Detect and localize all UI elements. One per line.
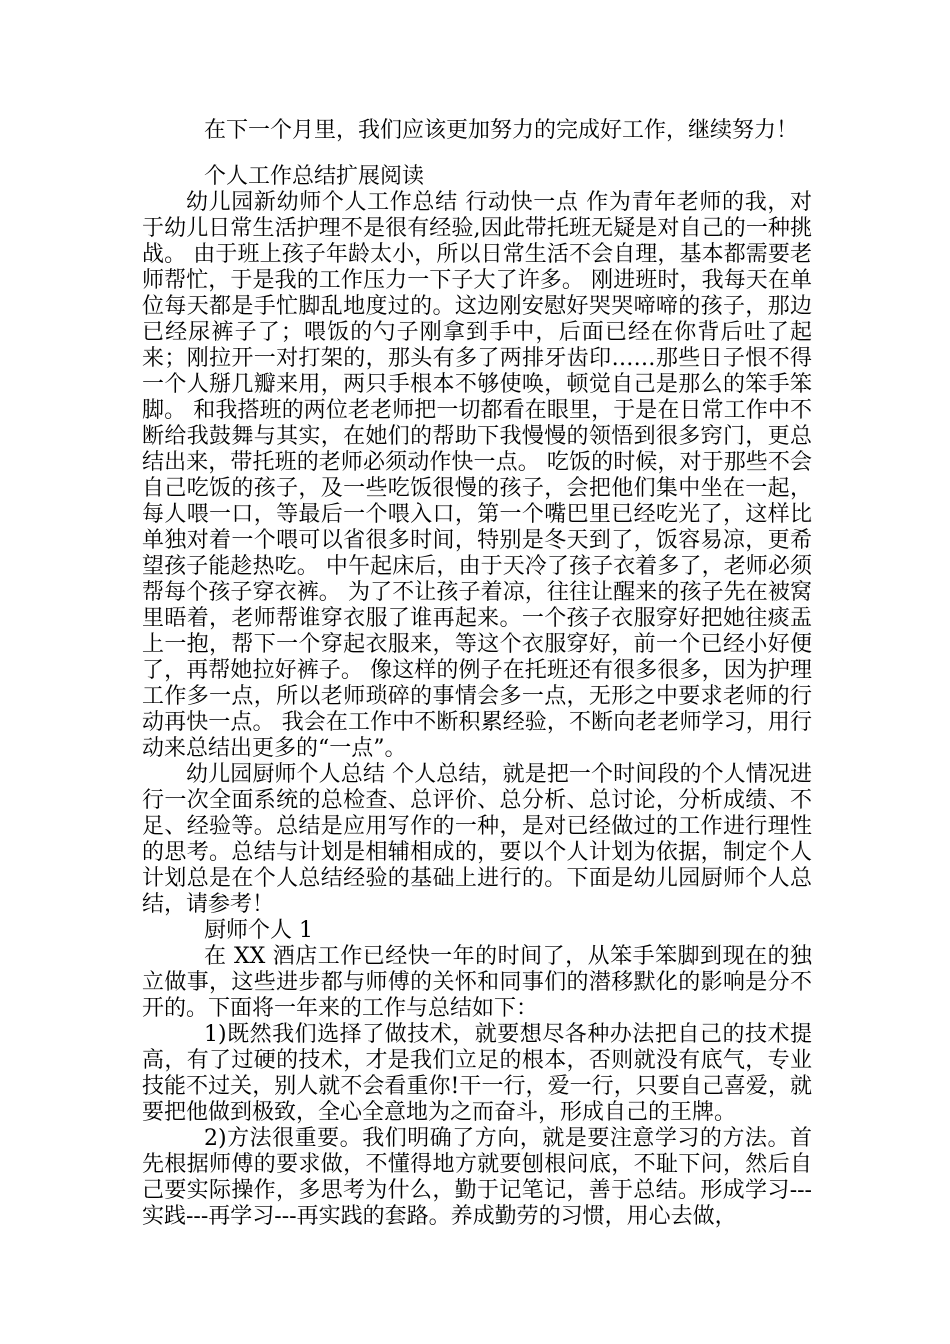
- paragraph-hotel-work: 在 XX 酒店工作已经快一年的时间了，从笨手笨脚到现在的独立做事，这些进步都与师傅的关怀和同事们的潜移默化的影响是分不开的。下面将一年来的工作与总结如下：: [142, 944, 812, 1021]
- list-item-1: 1)既然我们选择了做技术，就要想尽各种办法把自己的技术提高，有了过硬的技术，才是我们立足的根本，否则就没有底气，专业技能不过关，别人就不会看重你!干一行，爱一行，只要自己喜爱，就要把他做到极致，全心全意地为之而奋斗，形成自己的王牌。: [142, 1022, 812, 1125]
- paragraph-chef-summary-intro: 幼儿园厨师个人总结 个人总结，就是把一个时间段的个人情况进行一次全面系统的总检查、总评价、总分析、总讨论，分析成绩、不足、经验等。总结是应用写作的一种，是对已经做过的工作进行理性的思考。总结与计划是相辅相成的，要以个人计划为依据，制定个人计划总是在个人总结经验的基础上进行的。下面是幼儿园厨师个人总结，请参考！: [142, 762, 812, 917]
- list-item-2: 2)方法很重要。我们明确了方向，就是要注意学习的方法。首先根据师傅的要求做，不懂得地方就要刨根问底，不耻下问，然后自己要实际操作，多思考为什么，勤于记笔记，善于总结。形成学习---实践---再学习---再实践的套路。养成勤劳的习惯，用心去做，: [142, 1126, 812, 1229]
- subheading-chef-1: 厨师个人 1: [204, 918, 313, 943]
- paragraph-new-teacher-summary: 幼儿园新幼师个人工作总结 行动快一点 作为青年老师的我，对于幼儿日常生活护理不是很有经验,因此带托班无疑是对自己的一种挑战。 由于班上孩子年龄太小，所以日常生活不会自理，基本都需要老师帮忙，于是我的工作压力一下子大了许多。 刚进班时，我每天在单位每天都是手忙脚乱地度过的。这边刚安慰好哭哭啼啼的孩子，那边已经尿裤子了；喂饭的勺子刚拿到手中，后面已经在你背后吐了起来；刚拉开一对打架的，那头有多了两排牙齿印……那些日子恨不得一个人掰几瓣来用，两只手根本不够使唤，顿觉自己是那么的笨手笨脚。 和我搭班的两位老老师把一切都看在眼里，于是在日常工作中不断给我鼓舞与其实，在她们的帮助下我慢慢的领悟到很多窍门，更总结出来，带托班的老师必须动作快一点。 吃饭的时候，对于那些不会自己吃饭的孩子，及一些吃饭很慢的孩子，会把他们集中坐在一起，每人喂一口，等最后一个喂入口，第一个嘴巴里已经吃光了，这样比单独对着一个喂可以省很多时间，特别是冬天到了，饭容易凉，更希望孩子能趁热吃。 中午起床后，由于天冷了孩子衣着多了，老师必须帮每个孩子穿衣裤。 为了不让孩子着凉，往往让醒来的孩子先在被窝里晤着，老师帮谁穿衣服了谁再起来。一个孩子衣服穿好把她往痰盂上一抱，帮下一个穿起衣服来，等这个衣服穿好，前一个已经小好便了，再帮她拉好裤子。 像这样的例子在托班还有很多很多，因为护理工作多一点，所以老师琐碎的事情会多一点，无形之中要求老师的行动再快一点。 我会在工作中不断积累经验，不断向老老师学习，用行动来总结出更多的“一点”。: [142, 190, 812, 761]
- document-body: [142, 118, 812, 1230]
- section-heading: 个人工作总结扩展阅读: [204, 164, 425, 189]
- closing-sentence: 在下一个月里，我们应该更加努力的完成好工作，继续努力！: [204, 118, 799, 143]
